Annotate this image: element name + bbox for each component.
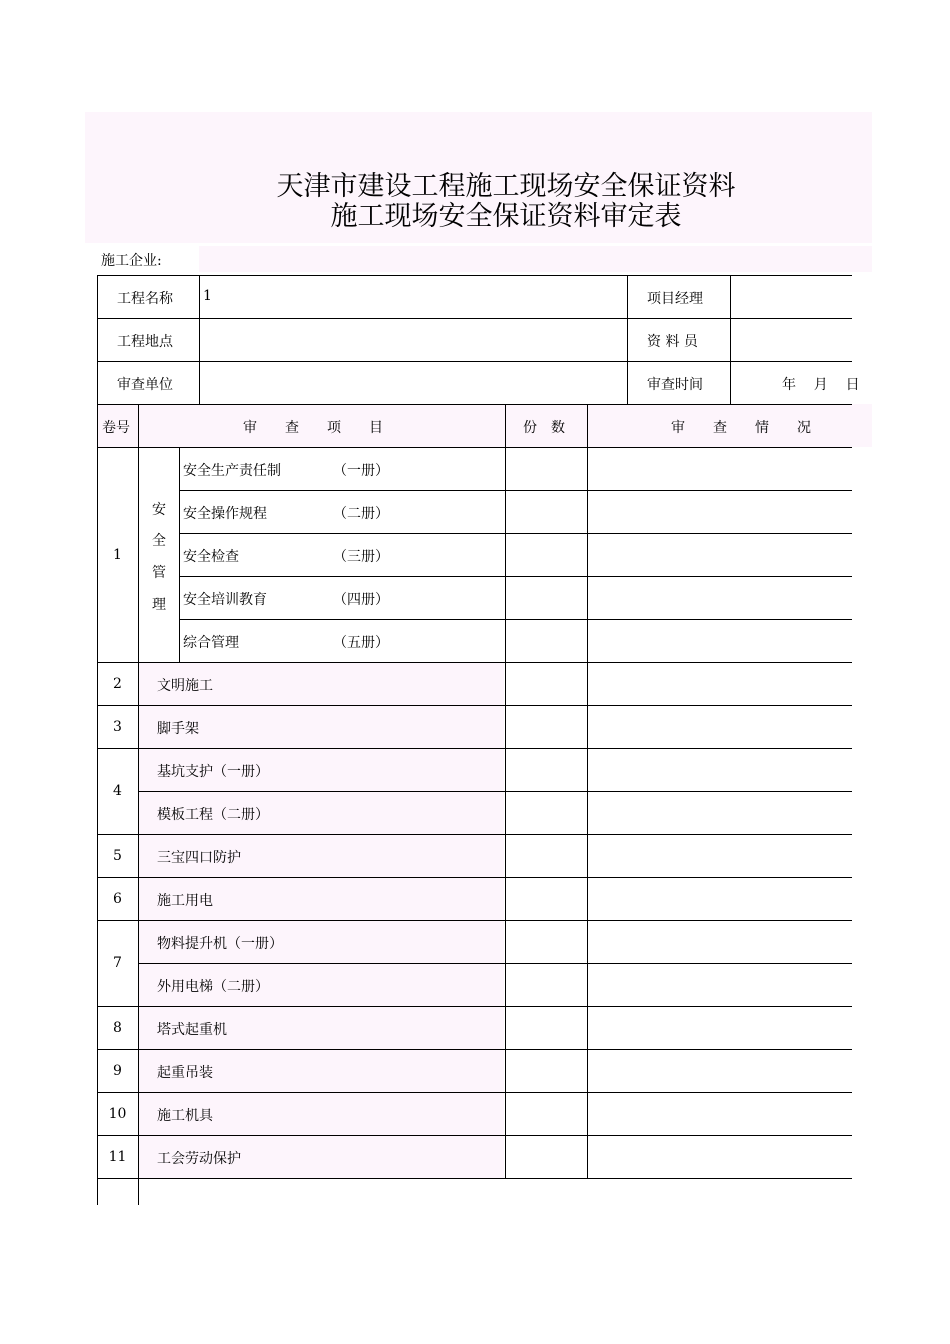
review-item-name: 基坑支护（一册） [157,764,269,780]
header-copy-count: 份 数 [523,420,565,436]
sub-row-line [179,533,852,534]
project-name-value[interactable]: 1 [203,288,212,304]
document-title: 天津市建设工程施工现场安全保证资料 [276,171,736,202]
row-line [97,748,852,749]
sub-row-line [179,576,852,577]
info-row-line [97,404,852,405]
group-label-char: 理 [152,597,166,613]
volume-number: 2 [113,675,122,692]
review-item-book: （四册） [333,592,389,608]
review-unit-label: 审查单位 [117,377,173,393]
review-item-name: 施工机具 [157,1108,213,1124]
review-item-name: 脚手架 [157,721,199,737]
volume-number: 7 [113,955,122,971]
review-item-name: 安全生产责任制 [183,463,281,479]
document-subtitle: 施工现场安全保证资料审定表 [330,201,682,232]
review-item-name: 综合管理 [183,635,239,651]
row-line [97,877,852,878]
header-volume: 卷号 [102,420,130,436]
volume-number: 1 [113,547,122,563]
review-item-name: 起重吊装 [157,1065,213,1081]
review-item-book: （三册） [333,549,389,565]
review-item-name: 安全培训教育 [183,592,267,608]
row-line [97,1135,852,1136]
review-item-name: 工会劳动保护 [157,1151,241,1167]
row-line [97,705,852,706]
row-line [97,1006,852,1007]
review-item-name: 模板工程（二册） [157,807,269,823]
info-row-line [97,361,852,362]
project-name-label: 工程名称 [117,291,173,307]
sub-row-line [138,791,852,792]
header-bottom-line [97,447,852,448]
info-row-line [97,318,852,319]
info-right-divider [730,275,731,404]
row-line [97,1092,852,1093]
review-item-name: 安全操作规程 [183,506,267,522]
volume-number: 9 [113,1062,122,1079]
table-left-border [97,404,98,1205]
review-item-name: 物料提升机（一册） [157,936,283,952]
review-item-book: （五册） [333,635,389,651]
project-manager-label: 项目经理 [647,291,703,307]
header-review-status: 审 查 情 况 [671,420,811,436]
sub-row-line [179,490,852,491]
review-item-name: 塔式起重机 [157,1022,227,1038]
review-item-name: 文明施工 [157,678,213,694]
row-line [97,1049,852,1050]
row-line [97,920,852,921]
volume-number: 11 [108,1148,127,1165]
row-line [97,1178,852,1179]
review-item-name: 安全检查 [183,549,239,565]
review-time-label: 审查时间 [647,377,703,393]
records-clerk-label: 资 料 员 [647,334,698,350]
row-line [97,662,852,663]
volume-number: 10 [108,1105,127,1122]
group-label-char: 管 [152,565,166,581]
row-line [97,834,852,835]
info-left-border [97,275,98,404]
volume-number: 4 [113,783,122,799]
header-review-item: 审 查 项 目 [243,420,383,436]
info-row-line [97,275,852,276]
review-item-book: （一册） [333,463,389,479]
volume-number: 8 [113,1019,122,1036]
volume-number: 3 [113,718,122,735]
group-label-char: 安 [152,502,166,518]
review-item-name: 施工用电 [157,893,213,909]
group-divider [179,447,180,662]
info-mid-divider [627,275,628,404]
sub-row-line [179,619,852,620]
review-item-book: （二册） [333,506,389,522]
volume-number: 5 [113,847,122,864]
project-location-label: 工程地点 [117,334,173,350]
review-item-name: 三宝四口防护 [157,850,241,866]
company-label: 施工企业: [101,253,162,269]
review-time-value[interactable]: 年 月 日 [782,377,860,393]
info-label-divider [199,275,200,404]
review-item-name: 外用电梯（二册） [157,979,269,995]
volume-divider [138,404,139,1205]
sub-row-line [138,963,852,964]
company-value[interactable] [199,246,872,272]
volume-number: 6 [113,890,122,907]
group-label-char: 全 [152,533,166,549]
